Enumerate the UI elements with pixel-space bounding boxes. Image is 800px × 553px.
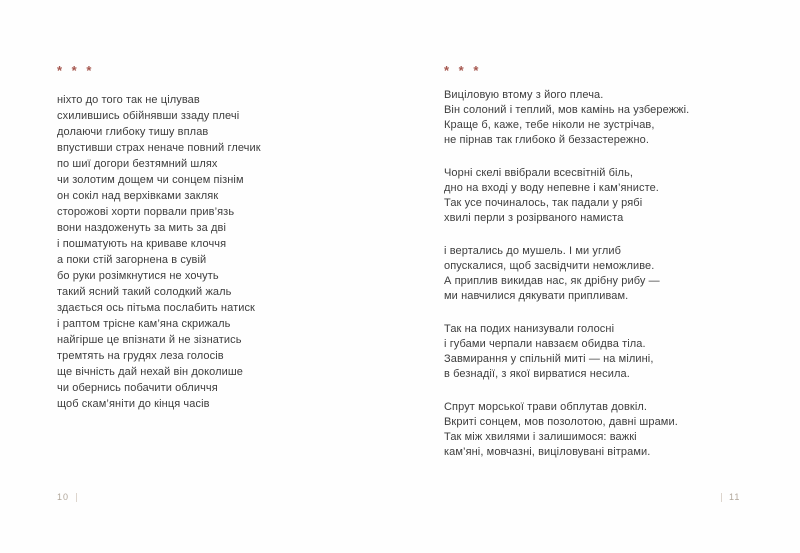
poem-line: опускалися, щоб засвідчити неможливе.: [444, 260, 655, 272]
stanza: [444, 166, 689, 226]
poem-line: ніхто до того так не цілував: [57, 94, 200, 106]
poem-line: Виціловую втому з його плеча.: [444, 89, 604, 101]
poem-line: найгірше це впізнати й не зізнатись: [57, 334, 242, 346]
poem-line: схилившись обійнявши ззаду плечі: [57, 110, 240, 122]
poem-line: вони наздоженуть за мить за дві: [57, 222, 227, 234]
poem-line: долаючи глибоку тишу вплав: [57, 126, 209, 138]
poem-line: впустивши страх неначе повний глечик: [57, 142, 261, 154]
poem-line: Так усе починалось, так падали у рябі: [444, 197, 643, 209]
page-number-right: 11: [729, 492, 741, 502]
poem-line: здається ось пітьма послабить натиск: [57, 302, 255, 314]
stanza: [444, 244, 689, 304]
section-marker-left: * * *: [57, 63, 95, 78]
poem-line: такий ясний такий солодкий жаль: [57, 286, 232, 298]
poem-line: А приплив викидав нас, як дрібну рибу —: [444, 275, 660, 287]
poem-right: [444, 88, 689, 460]
poem-line: чи золотим дощем чи сонцем пізнім: [57, 174, 244, 186]
poem-line: і пошматують на криваве клоччя: [57, 238, 227, 250]
section-marker-right: * * *: [444, 63, 482, 78]
page-edge-tick-right: [721, 493, 722, 502]
poem-line: Чорні скелі ввібрали всесвітній біль,: [444, 167, 634, 179]
poem-line: бо руки розімкнутися не хочуть: [57, 270, 219, 282]
poem-line: тремтять на грудях леза голосів: [57, 350, 224, 362]
poem-line: кам’яні, мовчазні, виціловувані вітрами.: [444, 446, 651, 458]
page-edge-tick-left: [76, 493, 77, 502]
poem-line: і раптом трісне кам’яна скрижаль: [57, 318, 231, 330]
poem-line: і губами черпали навзаєм обидва тіла.: [444, 338, 646, 350]
poem-line: і вертались до мушель. І ми углиб: [444, 245, 622, 257]
page-number-left: 10: [57, 492, 70, 502]
poem-line: Спрут морської трави обплутав довкіл.: [444, 401, 648, 413]
poem-line: в безнадії, з якої вирватися несила.: [444, 368, 630, 380]
right-page: [400, 0, 800, 553]
poem-line: Він солоний і теплий, мов камінь на узбережжі.: [444, 104, 690, 116]
poem-line: а поки стій загорнена в сувій: [57, 254, 207, 266]
poem-line: Завмирання у спільній миті — на мілині,: [444, 353, 654, 365]
poem-line: Краще б, каже, тебе ніколи не зустрічав,: [444, 119, 655, 131]
poem-line: он сокіл над верхівками закляк: [57, 190, 219, 202]
poem-line: хвилі перли з розірваного намиста: [444, 212, 624, 224]
poem-line: Так між хвилями і залишимося: важкі: [444, 431, 637, 443]
poem-line: дно на вході у воду непевне і кам’янисте.: [444, 182, 659, 194]
poem-line: ми навчилися дякувати припливам.: [444, 290, 629, 302]
poem-line: ще вічність дай нехай він доколише: [57, 366, 244, 378]
stanza: [444, 88, 689, 148]
poem-line: не пірнав так глибоко й беззастережно.: [444, 134, 650, 146]
stanza: [444, 322, 689, 382]
poem-line: Так на подих нанизували голосні: [444, 323, 615, 335]
poem-line: Вкриті сонцем, мов позолотою, давні шрами.: [444, 416, 678, 428]
poem-line: сторожові хорти порвали прив’язь: [57, 206, 235, 218]
poem-line: по шиї догори безтямний шлях: [57, 158, 218, 170]
poem-line: щоб скам’яніти до кінця часів: [57, 398, 210, 410]
stanza: [444, 400, 689, 460]
poem-line: чи обернись побачити обличчя: [57, 382, 218, 394]
poem-left: [57, 92, 261, 412]
